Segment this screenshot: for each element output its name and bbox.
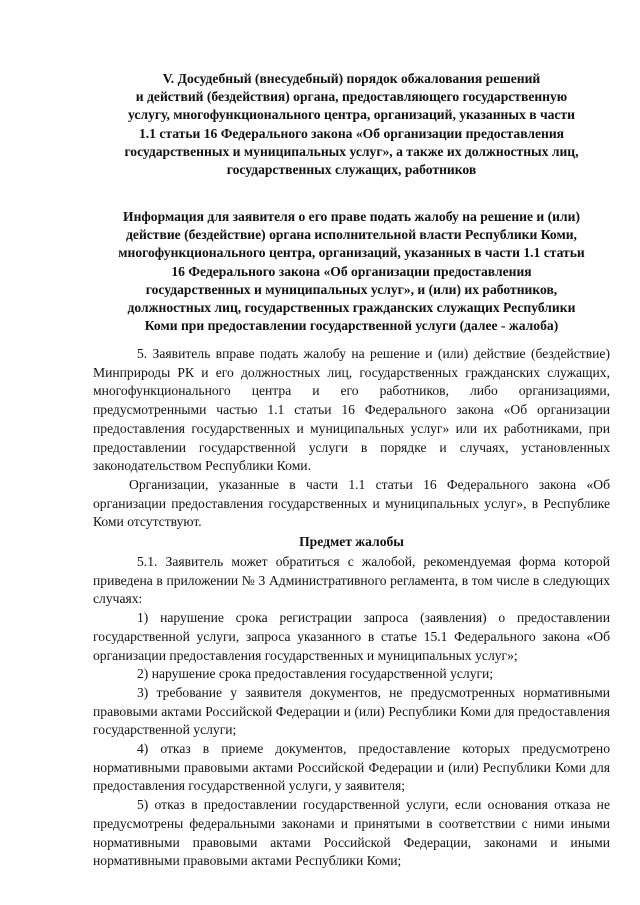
subject-heading: Предмет жалобы <box>299 534 404 549</box>
paragraph: 5.1. Заявитель может обратиться с жалобой, рекомендуемая форма которой приведена в приложении № 3 Административного регламента, в том числе в следующих случаях: <box>93 554 610 607</box>
section-title-line: V. Досудебный (внесудебный) порядок обжалования решений <box>162 71 541 86</box>
list-item: 3) требование у заявителя документов, не предусмотренных нормативными правовыми актами Российской Федерации и (или) Республики Коми для предоставления государственной услуги; <box>93 684 610 738</box>
list-item: 1) нарушение срока регистрации запроса (заявления) о предоставлении государственной услуги, запроса указанного в статье 15.1 Федерального закона «Об организации предоставления государственных и муниципальных услуг»; <box>93 610 610 663</box>
paragraph: 5. Заявитель вправе подать жалобу на решение и (или) действие (бездействие) Минприроды РК и его должностных лиц, государственных гражданских служащих, многофункционального центра и его работников, либо организациями, предусмотренными частью 1.1 статьи 16 Федерального закона «Об организации предоставления государственных и муниципальных услуг» или их работниками, при предоставлении государственной услуги в порядке и случаях, установленных законодательством Республики Коми. <box>93 346 610 474</box>
section-title-line: государственных служащих, работников <box>226 162 477 178</box>
list-item: 4) отказ в приеме документов, предоставление которых предусмотрено нормативными правовыми актами Российской Федерации и (или) Республики Коми для предоставления государственной услуги, у заявителя; <box>93 741 610 794</box>
info-heading-line: многофункционального центра, организаций, указанных в части 1.1 статьи <box>118 245 585 261</box>
info-heading <box>93 208 610 335</box>
paragraph-group-subject <box>93 553 610 871</box>
info-heading-line: должностных лиц, государственных гражданских служащих Республики <box>127 300 576 316</box>
info-heading-line: действие (бездействие) органа исполнительной власти Республики Коми, <box>126 227 577 243</box>
list-item: 5) отказ в предоставлении государственной услуги, если основания отказа не предусмотрены федеральными законами и принятыми в соответствии с ними иными нормативными правовыми актами Российской Федерации, законами и иными нормативными правовыми актами Республики Коми; <box>93 797 610 869</box>
section-title-line: 1.1 статьи 16 Федерального закона «Об организации предоставления <box>138 125 565 141</box>
info-heading-line: Информация для заявителя о его праве подать жалобу на решение и (или) <box>123 209 580 224</box>
section-title-line: услугу, многофункционального центра, организаций, указанных в части <box>128 107 575 123</box>
paragraph: Организации, указанные в части 1.1 статьи 16 Федерального закона «Об организации предоставления государственных и муниципальных услуг», в Республике Коми отсутствуют. <box>93 476 610 530</box>
list-item: 2) нарушение срока предоставления государственной услуги; <box>137 666 494 682</box>
info-heading-line: 16 Федерального закона «Об организации предоставления <box>171 263 532 279</box>
section-title <box>93 70 610 179</box>
paragraph-group-rights <box>93 345 610 532</box>
info-heading-line: государственных и муниципальных услуг», и (или) их работников, <box>145 281 558 297</box>
info-heading-line: Коми при предоставлении государственной услуги (далее - жалоба) <box>144 318 559 334</box>
section-title-line: и действий (бездействия) органа, предоставляющего государственную <box>135 89 568 105</box>
section-title-line: государственных и муниципальных услуг», а также их должностных лиц, <box>124 143 579 159</box>
